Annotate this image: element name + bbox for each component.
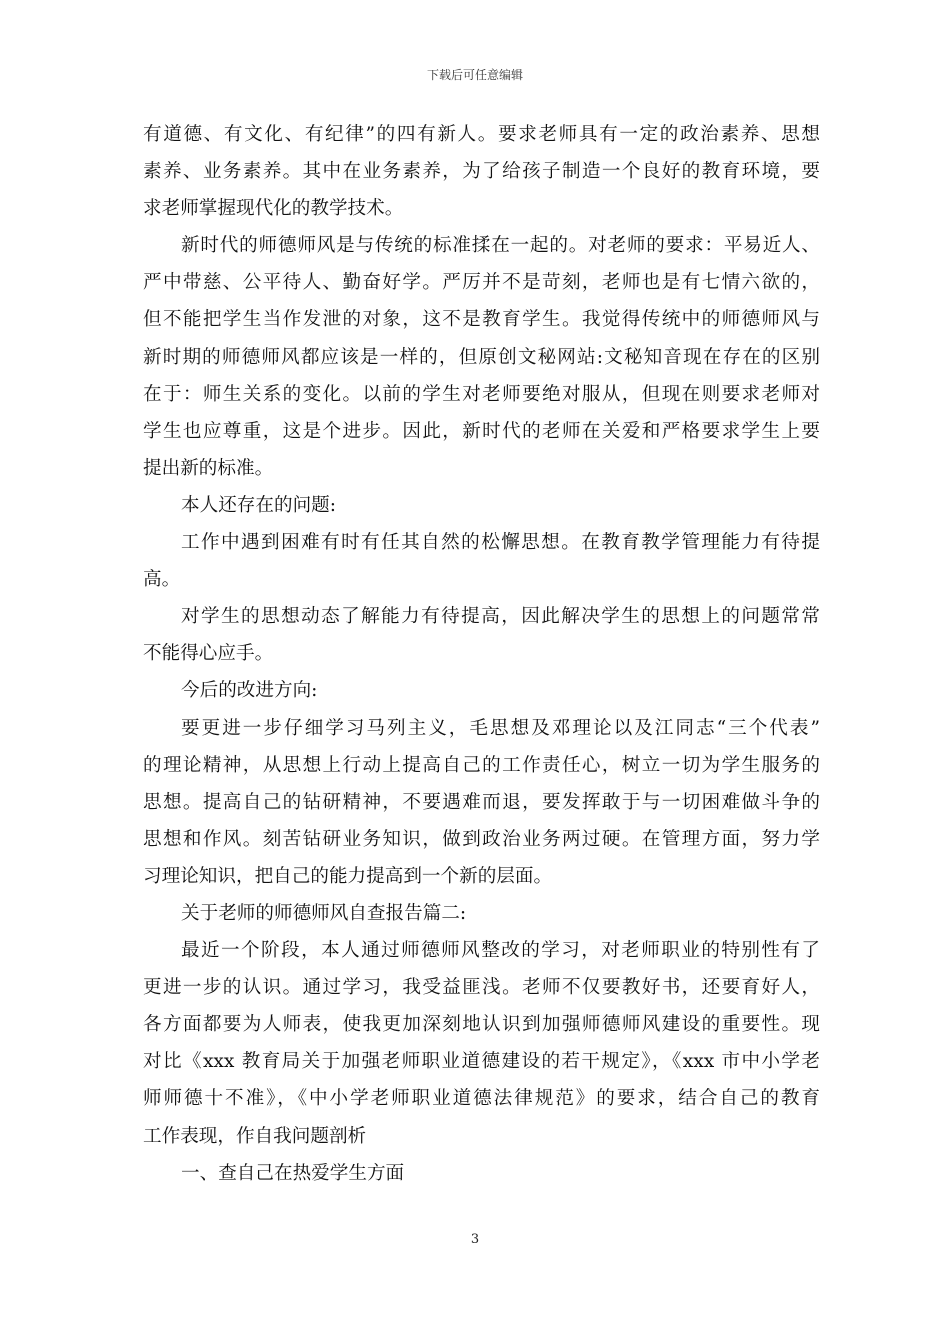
text-line: 学生也应尊重，这是个进步。因此，新时代的老师在关爱和严格要求学生上要 — [143, 420, 820, 442]
text-line: 工作中遇到困难有时有任其自然的松懈思想。在教育教学管理能力有待提 — [181, 532, 820, 554]
text-line: 对比《xxx 教育局关于加强老师职业道德建设的若干规定》，《xxx 市中小学老 — [143, 1051, 820, 1073]
text-line: 更进一步的认识。通过学习，我受益匪浅。老师不仅要教好书，还要育好人， — [143, 977, 820, 999]
text-line: 本人还存在的问题: — [181, 494, 337, 516]
text-line: 有道德、有文化、有纪律”的四有新人。要求老师具有一定的政治素养、思想 — [143, 124, 820, 145]
text-line: 新时期的师德师风都应该是一样的，但原创文秘网站:文秘知音现在存在的区别 — [143, 346, 820, 368]
text-line: 素养、业务素养。其中在业务素养，为了给孩子制造一个良好的教育环境，要 — [143, 161, 820, 183]
text-line: 在于：师生关系的变化。以前的学生对老师要绝对服从，但现在则要求老师对 — [143, 383, 820, 405]
text-line: 各方面都要为人师表，使我更加深刻地认识到加强师德师风建设的重要性。现 — [143, 1014, 820, 1036]
text-line: 求老师掌握现代化的教学技术。 — [143, 198, 404, 220]
text-line: 今后的改进方向: — [181, 680, 318, 702]
text-line: 思想。提高自己的钻研精神，不要遇难而退，要发挥敢于与一切困难做斗争的 — [143, 791, 820, 813]
text-line: 新时代的师德师风是与传统的标准揉在一起的。对老师的要求：平易近人、 — [181, 235, 820, 257]
text-line: 严中带慈、公平待人、勤奋好学。严厉并不是苛刻，老师也是有七情六欲的， — [143, 272, 820, 294]
text-line: 关于老师的师德师风自查报告篇二: — [181, 902, 467, 924]
page-number: 3 — [470, 1232, 480, 1247]
text-line: 习理论知识，把自己的能力提高到一个新的层面。 — [143, 865, 553, 887]
text-line: 最近一个阶段，本人通过师德师风整改的学习，对老师职业的特别性有了 — [181, 940, 820, 962]
text-line: 高。 — [143, 569, 181, 591]
page-header: 下载后可任意编辑 — [426, 68, 523, 82]
text-line: 的理论精神，从思想上行动上提高自己的工作责任心，树立一切为学生服务的 — [143, 754, 820, 776]
text-line: 提出新的标准。 — [143, 457, 274, 479]
body-text — [143, 116, 820, 1192]
text-line: 工作表现，作自我问题剖析 — [143, 1125, 367, 1147]
text-line: 师师德十不准》，《中小学老师职业道德法律规范》的要求，结合自己的教育 — [143, 1088, 820, 1110]
text-line: 一、查自己在热爱学生方面 — [181, 1162, 405, 1184]
text-line: 要更进一步仔细学习马列主义，毛思想及邓理论以及江同志“三个代表” — [181, 717, 820, 739]
text-line: 但不能把学生当作发泄的对象，这不是教育学生。我觉得传统中的师德师风与 — [143, 309, 820, 331]
text-line: 对学生的思想动态了解能力有待提高，因此解决学生的思想上的问题常常 — [181, 606, 820, 628]
text-line: 不能得心应手。 — [143, 643, 274, 665]
text-line: 思想和作风。刻苦钻研业务知识，做到政治业务两过硬。在管理方面，努力学 — [143, 828, 820, 850]
